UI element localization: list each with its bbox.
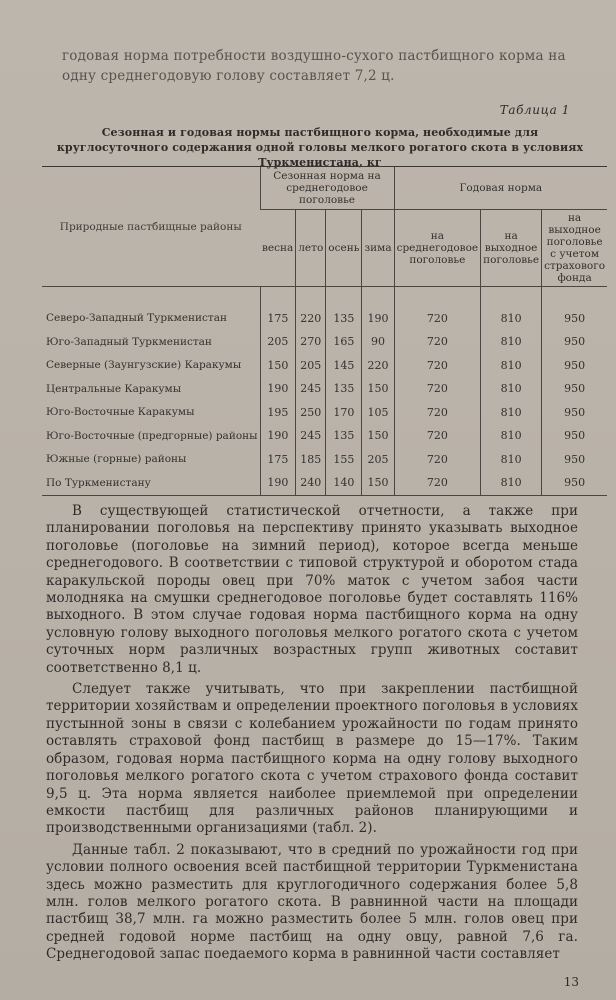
value-cell: 950 bbox=[542, 448, 607, 472]
intro-text: годовая норма потребности воздушно-сухого пастбищного корма на одну среднегодовую голову составляет 7,2 ц. bbox=[62, 48, 566, 84]
value-cell: 270 bbox=[296, 331, 326, 355]
region-cell: По Туркменистану bbox=[42, 472, 260, 496]
value-cell: 950 bbox=[542, 287, 607, 331]
value-cell: 190 bbox=[362, 287, 394, 331]
value-cell: 950 bbox=[542, 401, 607, 425]
value-cell: 720 bbox=[394, 378, 481, 402]
value-cell: 170 bbox=[326, 401, 362, 425]
value-cell: 175 bbox=[260, 448, 296, 472]
value-cell: 145 bbox=[326, 354, 362, 378]
value-cell: 720 bbox=[394, 354, 481, 378]
value-cell: 135 bbox=[326, 378, 362, 402]
value-cell: 205 bbox=[260, 331, 296, 355]
value-cell: 205 bbox=[296, 354, 326, 378]
value-cell: 220 bbox=[296, 287, 326, 331]
value-cell: 250 bbox=[296, 401, 326, 425]
region-cell: Юго-Западный Туркменистан bbox=[46, 335, 212, 348]
value-cell: 950 bbox=[542, 331, 607, 355]
paragraph: Данные табл. 2 показывают, что в средний по урожайности год при условии полного освоения всей пастбищной территории Туркменистана здесь можно разместить для круглогодичного содержания более 5,8 млн. голов мелкого рогатого скота. В равнинной части на площади пастбищ 38,7 млн. га можно разместить более 5 млн. голов овец при средней годовой норме пастбищ на одну овцу, равной 7,6 га. Среднегодовой запас поедаемого корма в равнинной части составляет bbox=[46, 841, 578, 963]
value-cell: 140 bbox=[326, 472, 362, 496]
table-row bbox=[42, 287, 607, 331]
value-cell: 950 bbox=[542, 378, 607, 402]
value-cell: 150 bbox=[260, 354, 296, 378]
season-header: осень bbox=[326, 210, 362, 287]
table-row bbox=[42, 448, 607, 472]
table-title: Сезонная и годовая нормы пастбищного корма, необходимые для круглосуточного содержания одной головы мелкого рогатого скота в условиях Туркменистана, кг bbox=[56, 126, 584, 169]
table-label: Таблица 1 bbox=[499, 103, 570, 117]
region-cell: Центральные Каракумы bbox=[46, 382, 182, 395]
value-cell: 90 bbox=[362, 331, 394, 355]
value-cell: 135 bbox=[326, 425, 362, 449]
value-cell: 810 bbox=[481, 354, 542, 378]
value-cell: 810 bbox=[481, 378, 542, 402]
value-cell: 190 bbox=[260, 425, 296, 449]
value-cell: 950 bbox=[542, 425, 607, 449]
seasonal-header: Сезонная норма на среднегодовое поголовье bbox=[260, 167, 394, 210]
value-cell: 165 bbox=[326, 331, 362, 355]
region-cell: Южные (горные) районы bbox=[46, 453, 187, 465]
value-cell: 810 bbox=[481, 472, 542, 496]
value-cell: 810 bbox=[481, 448, 542, 472]
region-cell: Юго-Восточные Каракумы bbox=[46, 406, 195, 418]
value-cell: 150 bbox=[362, 378, 394, 402]
value-cell: 190 bbox=[260, 472, 296, 496]
table-row bbox=[42, 472, 607, 496]
value-cell: 810 bbox=[481, 331, 542, 355]
value-cell: 245 bbox=[296, 425, 326, 449]
region-header: Природные пастбищные районы bbox=[42, 167, 260, 287]
table-row bbox=[42, 331, 607, 355]
table-row bbox=[42, 401, 607, 425]
value-cell: 185 bbox=[296, 448, 326, 472]
value-cell: 240 bbox=[296, 472, 326, 496]
season-header: зима bbox=[362, 210, 394, 287]
value-cell: 150 bbox=[362, 472, 394, 496]
value-cell: 810 bbox=[481, 425, 542, 449]
annual-col-header: на среднегодовое поголовье bbox=[394, 210, 481, 287]
value-cell: 190 bbox=[260, 378, 296, 402]
value-cell: 245 bbox=[296, 378, 326, 402]
value-cell: 155 bbox=[326, 448, 362, 472]
region-cell: Северные (Заунгузские) Каракумы bbox=[46, 359, 242, 371]
value-cell: 720 bbox=[394, 287, 481, 331]
value-cell: 720 bbox=[394, 331, 481, 355]
value-cell: 105 bbox=[362, 401, 394, 425]
value-cell: 135 bbox=[326, 287, 362, 331]
value-cell: 810 bbox=[481, 401, 542, 425]
table-row bbox=[42, 378, 607, 402]
value-cell: 720 bbox=[394, 472, 481, 496]
region-cell: Северо-Западный Туркменистан bbox=[46, 312, 227, 324]
value-cell: 195 bbox=[260, 401, 296, 425]
paragraph: В существующей статистической отчетности, а также при планировании поголовья на перспективу принято указывать выходное поголовье (поголовье на зимний период), которое всегда меньше среднегодового. В соответствии с типовой структурой и оборотом стада каракульской породы овец при 70% маток с учетом забоя части молодняка на смушки среднегодовое поголовье будет составлять 116% выходного. В этом случае годовая норма пастбищного корма на одну условную голову выходного поголовья мелкого рогатого скота с учетом суточных норм различных возрастных групп животных составит соответственно 8,1 ц. bbox=[46, 503, 578, 676]
region-cell: Юго-Восточные (предгорные) районы bbox=[46, 429, 258, 442]
value-cell: 950 bbox=[542, 354, 607, 378]
annual-header: Годовая норма bbox=[394, 167, 607, 210]
value-cell: 950 bbox=[542, 472, 607, 496]
table-row bbox=[42, 354, 607, 378]
value-cell: 220 bbox=[362, 354, 394, 378]
body-text bbox=[46, 503, 578, 968]
annual-col-header: на выходное поголовье bbox=[481, 210, 542, 287]
annual-col-header: на выходное поголовье с учетом страхового фонда bbox=[542, 210, 607, 287]
season-header: весна bbox=[260, 210, 296, 287]
norms-table bbox=[42, 166, 607, 496]
value-cell: 810 bbox=[481, 287, 542, 331]
season-header: лето bbox=[296, 210, 326, 287]
value-cell: 720 bbox=[394, 425, 481, 449]
page-number: 13 bbox=[563, 975, 579, 989]
paragraph: Следует также учитывать, что при закреплении пастбищной территории хозяйствам и определении проектного поголовья в условиях пустынной зоны в связи с колебанием урожайности по годам принято оставлять страховой фонд пастбищ в размере до 15—17%. Таким образом, годовая норма пастбищного корма на одну голову выходного поголовья мелкого рогатого скота с учетом страхового фонда составит 9,5 ц. Эта норма является наиболее приемлемой при определении емкости пастбищ для различных районов планирующими и производственными организациями (табл. 2). bbox=[46, 681, 578, 837]
value-cell: 205 bbox=[362, 448, 394, 472]
value-cell: 720 bbox=[394, 448, 481, 472]
value-cell: 720 bbox=[394, 401, 481, 425]
value-cell: 150 bbox=[362, 425, 394, 449]
table-row bbox=[42, 425, 607, 449]
value-cell: 175 bbox=[260, 287, 296, 331]
table-body bbox=[42, 287, 607, 496]
